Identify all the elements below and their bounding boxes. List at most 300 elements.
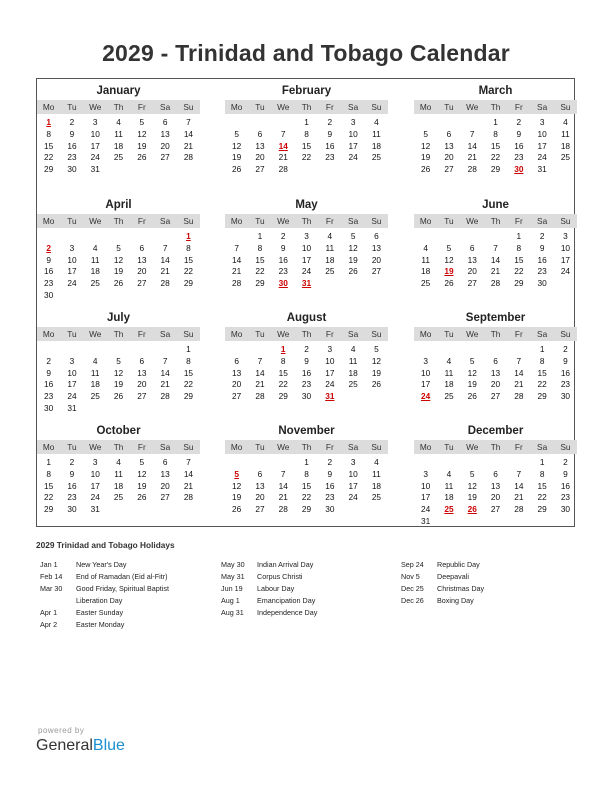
- holiday-name: Emancipation Day: [257, 596, 316, 605]
- weekday-label: We: [89, 329, 102, 339]
- day-cell: 9: [46, 367, 51, 378]
- day-cell: 29: [44, 164, 54, 175]
- empty-day-cell: [130, 504, 153, 516]
- day-cell: 6: [446, 128, 452, 139]
- day-cell: 23: [325, 152, 335, 163]
- day-cell: 5: [139, 457, 145, 467]
- day-cell: 16: [514, 140, 524, 151]
- day-cell: 30: [560, 391, 571, 402]
- day-cell: 30: [67, 164, 77, 175]
- day-cell: 8: [539, 355, 545, 366]
- day-cell: 21: [183, 140, 194, 151]
- day-cell: 20: [160, 480, 170, 491]
- empty-day-cell: [365, 164, 388, 176]
- day-cell: 27: [137, 391, 147, 402]
- day-cell: 11: [421, 254, 430, 265]
- day-cell: 14: [490, 254, 501, 265]
- weekday-label: Fr: [514, 102, 523, 112]
- empty-day-cell: [437, 344, 460, 356]
- day-cell: 26: [467, 391, 477, 402]
- holiday-day-cell: 26: [467, 504, 477, 515]
- day-cell: 7: [234, 242, 239, 253]
- empty-day-cell: [84, 290, 107, 302]
- weekday-label: We: [466, 329, 479, 339]
- day-cell: 24: [348, 492, 358, 503]
- week-row: [225, 379, 388, 391]
- day-cell: 18: [444, 492, 454, 503]
- holiday-day-cell: 30: [278, 278, 288, 289]
- month-name: December: [467, 425, 524, 437]
- day-cell: 25: [348, 379, 358, 390]
- day-cell: 5: [139, 117, 145, 127]
- week-row: [37, 141, 200, 153]
- day-cell: 17: [67, 266, 77, 277]
- empty-day-cell: [130, 344, 153, 356]
- week-row: [414, 356, 577, 368]
- week-row: [225, 469, 388, 481]
- day-cell: 5: [446, 242, 452, 253]
- week-row: [225, 164, 388, 176]
- day-cell: 12: [137, 128, 147, 139]
- day-cell: 4: [563, 117, 568, 127]
- weekday-label: We: [89, 442, 102, 452]
- holiday-name: Good Friday, Spiritual Baptist: [76, 584, 169, 593]
- day-cell: 24: [67, 391, 77, 402]
- empty-day-cell: [318, 164, 341, 176]
- holiday-name: Christmas Day: [437, 584, 485, 593]
- day-cell: 2: [327, 117, 333, 127]
- empty-day-cell: [461, 344, 484, 356]
- holiday-name: Easter Sunday: [76, 608, 124, 617]
- weekday-label: Th: [301, 442, 312, 452]
- month-june: [414, 197, 577, 290]
- day-cell: 23: [514, 152, 524, 163]
- week-row: [414, 516, 577, 528]
- holiday-date: Nov 5: [401, 572, 420, 581]
- day-cell: 24: [301, 266, 312, 277]
- holiday-date: Dec 25: [401, 584, 424, 593]
- day-cell: 16: [67, 140, 77, 151]
- day-cell: 30: [67, 504, 77, 515]
- month-march: [414, 83, 577, 176]
- weekday-label: Tu: [444, 329, 454, 339]
- logo-text-general: General: [36, 737, 93, 754]
- holiday-name: Deepavali: [437, 572, 469, 581]
- day-cell: 3: [423, 468, 428, 479]
- empty-day-cell: [437, 117, 460, 129]
- weekday-label: Fr: [137, 442, 146, 452]
- day-cell: 15: [537, 480, 547, 491]
- day-cell: 21: [183, 480, 194, 491]
- day-cell: 10: [537, 128, 547, 139]
- day-cell: 12: [467, 480, 477, 491]
- day-cell: 13: [490, 480, 501, 491]
- empty-day-cell: [107, 403, 130, 415]
- weekday-label: Tu: [444, 102, 454, 112]
- day-cell: 2: [304, 344, 309, 354]
- day-cell: 6: [162, 117, 168, 127]
- day-cell: 19: [467, 379, 477, 390]
- day-cell: 26: [232, 504, 242, 515]
- empty-day-cell: [37, 344, 60, 356]
- powered-by-label: powered by: [38, 726, 85, 735]
- empty-day-cell: [461, 231, 484, 243]
- day-cell: 21: [278, 492, 288, 503]
- week-row: [225, 492, 388, 504]
- weekday-label: Su: [183, 102, 194, 112]
- weekday-label: Su: [560, 329, 571, 339]
- day-cell: 10: [90, 468, 100, 479]
- holiday-list-item: [401, 571, 581, 583]
- day-cell: 19: [113, 266, 124, 277]
- day-cell: 2: [327, 457, 333, 467]
- holiday-list-item: [221, 559, 401, 571]
- day-cell: 4: [350, 344, 356, 354]
- day-cell: 13: [467, 254, 477, 265]
- weekday-label: Mo: [419, 329, 432, 339]
- weekday-header: [414, 214, 577, 228]
- day-cell: 2: [280, 231, 286, 241]
- day-cell: 1: [304, 117, 309, 127]
- day-cell: 28: [160, 391, 170, 402]
- day-cell: 25: [325, 266, 335, 277]
- weekday-label: Tu: [444, 442, 454, 452]
- day-cell: 11: [114, 128, 123, 139]
- day-cell: 24: [325, 379, 335, 390]
- weekday-label: Tu: [255, 329, 265, 339]
- day-cell: 19: [232, 492, 242, 503]
- day-cell: 4: [92, 242, 98, 253]
- weekday-label: Fr: [325, 216, 334, 226]
- day-cell: 16: [325, 480, 335, 491]
- day-cell: 25: [371, 152, 382, 163]
- day-cell: 3: [350, 117, 356, 127]
- day-cell: 22: [514, 266, 524, 277]
- day-cell: 29: [183, 278, 194, 289]
- weekday-label: We: [466, 442, 479, 452]
- week-row: [225, 391, 388, 403]
- day-cell: 18: [90, 266, 100, 277]
- day-cell: 14: [255, 367, 265, 378]
- empty-day-cell: [554, 164, 577, 176]
- month-february: [225, 83, 388, 176]
- empty-day-cell: [107, 344, 130, 356]
- holiday-date: Apr 2: [40, 620, 58, 629]
- day-cell: 14: [160, 254, 170, 265]
- holiday-date: Mar 30: [40, 584, 63, 593]
- calendar-grid: [36, 78, 575, 527]
- weekday-label: Su: [560, 216, 571, 226]
- day-cell: 20: [137, 379, 147, 390]
- holiday-name: New Year's Day: [76, 560, 127, 569]
- week-row: [37, 243, 200, 255]
- day-cell: 6: [469, 242, 475, 253]
- week-row: [225, 266, 388, 278]
- week-row: [225, 129, 388, 141]
- week-row: [225, 278, 388, 290]
- day-cell: 7: [162, 242, 168, 253]
- day-cell: 7: [469, 128, 475, 139]
- day-cell: 30: [560, 504, 571, 515]
- week-row: [225, 356, 388, 368]
- week-row: [37, 469, 200, 481]
- day-cell: 13: [137, 367, 147, 378]
- day-cell: 9: [327, 128, 333, 139]
- week-row: [225, 152, 388, 164]
- week-row: [414, 164, 577, 176]
- weekday-label: Su: [560, 102, 571, 112]
- day-cell: 7: [280, 468, 286, 479]
- day-cell: 6: [139, 242, 145, 253]
- day-cell: 26: [113, 278, 124, 289]
- day-cell: 19: [232, 152, 242, 163]
- day-cell: 27: [490, 504, 501, 515]
- weekday-label: Tu: [444, 216, 454, 226]
- day-cell: 7: [162, 355, 168, 366]
- day-cell: 14: [278, 480, 288, 491]
- week-row: [414, 278, 577, 290]
- day-cell: 7: [186, 117, 191, 127]
- day-cell: 8: [257, 242, 263, 253]
- day-cell: 23: [537, 266, 547, 277]
- empty-day-cell: [484, 344, 507, 356]
- day-cell: 30: [301, 391, 312, 402]
- empty-day-cell: [248, 344, 271, 356]
- weekday-label: Su: [183, 329, 194, 339]
- day-cell: 18: [325, 254, 335, 265]
- weekday-label: Th: [113, 329, 124, 339]
- day-cell: 21: [255, 379, 265, 390]
- day-cell: 16: [560, 480, 571, 491]
- empty-day-cell: [130, 164, 153, 176]
- holiday-list-item: [40, 595, 220, 607]
- empty-day-cell: [507, 457, 530, 469]
- day-cell: 4: [116, 117, 121, 127]
- day-cell: 29: [255, 278, 265, 289]
- week-row: [37, 344, 200, 356]
- day-cell: 24: [90, 492, 100, 503]
- day-cell: 13: [371, 242, 382, 253]
- day-cell: 8: [304, 468, 309, 479]
- day-cell: 3: [350, 457, 356, 467]
- day-cell: 23: [560, 379, 571, 390]
- holiday-day-cell: 14: [278, 140, 288, 151]
- day-cell: 22: [183, 266, 194, 277]
- day-cell: 13: [160, 468, 170, 479]
- day-cell: 24: [90, 152, 100, 163]
- weekday-label: Sa: [160, 102, 171, 112]
- empty-day-cell: [530, 516, 553, 528]
- holiday-date: Apr 1: [40, 608, 58, 617]
- day-cell: 28: [183, 152, 194, 163]
- weekday-label: Th: [113, 442, 124, 452]
- day-cell: 19: [137, 480, 147, 491]
- empty-day-cell: [107, 504, 130, 516]
- day-cell: 27: [467, 278, 477, 289]
- weekday-label: Mo: [419, 442, 432, 452]
- weekday-label: Mo: [230, 442, 243, 452]
- month-name: July: [106, 312, 130, 324]
- holiday-list-item: [401, 559, 581, 571]
- empty-day-cell: [84, 403, 107, 415]
- weekday-label: Fr: [325, 442, 334, 452]
- day-cell: 17: [348, 140, 358, 151]
- holiday-list-item: [221, 595, 401, 607]
- day-cell: 29: [514, 278, 524, 289]
- day-cell: 14: [514, 367, 524, 378]
- day-cell: 17: [560, 254, 571, 265]
- day-cell: 15: [490, 140, 501, 151]
- day-cell: 19: [137, 140, 147, 151]
- day-cell: 29: [183, 391, 194, 402]
- weekday-label: Fr: [137, 329, 146, 339]
- week-row: [414, 368, 577, 380]
- day-cell: 8: [280, 355, 286, 366]
- day-cell: 2: [69, 457, 75, 467]
- week-row: [37, 152, 200, 164]
- day-cell: 14: [232, 254, 242, 265]
- day-cell: 10: [67, 367, 77, 378]
- week-row: [37, 391, 200, 403]
- day-cell: 15: [44, 140, 54, 151]
- day-cell: 6: [162, 457, 168, 467]
- weekday-label: Th: [113, 102, 124, 112]
- weekday-header: [37, 100, 200, 114]
- empty-day-cell: [225, 231, 248, 243]
- weekday-label: Sa: [160, 442, 171, 452]
- holiday-date: Feb 14: [40, 572, 63, 581]
- holiday-name: Corpus Christi: [257, 572, 303, 581]
- day-cell: 15: [44, 480, 54, 491]
- weekday-label: Mo: [230, 102, 243, 112]
- week-row: [37, 164, 200, 176]
- empty-day-cell: [507, 344, 530, 356]
- day-cell: 5: [350, 231, 356, 241]
- empty-day-cell: [84, 231, 107, 243]
- weekday-label: Mo: [42, 329, 55, 339]
- holiday-date: May 31: [221, 572, 245, 581]
- holiday-list-item: [221, 583, 401, 595]
- day-cell: 9: [563, 468, 568, 479]
- month-name: April: [105, 199, 132, 211]
- holiday-list-item: [221, 571, 401, 583]
- week-row: [414, 504, 577, 516]
- day-cell: 15: [183, 367, 194, 378]
- day-cell: 21: [490, 266, 501, 277]
- day-cell: 21: [160, 266, 170, 277]
- day-cell: 11: [372, 128, 381, 139]
- day-cell: 1: [539, 344, 545, 354]
- weekday-header: [225, 214, 388, 228]
- empty-day-cell: [153, 164, 176, 176]
- day-cell: 29: [490, 164, 501, 175]
- weekday-header: [37, 327, 200, 341]
- day-cell: 7: [186, 457, 191, 467]
- day-cell: 21: [467, 152, 477, 163]
- weekday-label: We: [277, 216, 290, 226]
- day-cell: 14: [183, 468, 194, 479]
- month-november: [225, 423, 388, 516]
- weekday-label: Fr: [514, 329, 523, 339]
- day-cell: 6: [139, 355, 145, 366]
- day-cell: 21: [514, 379, 524, 390]
- day-cell: 8: [186, 242, 191, 253]
- week-row: [414, 344, 577, 356]
- day-cell: 8: [516, 242, 522, 253]
- weekday-label: Mo: [42, 102, 55, 112]
- holiday-date: Jan 1: [40, 560, 58, 569]
- weekday-label: Fr: [325, 102, 334, 112]
- day-cell: 11: [348, 355, 358, 366]
- page-title: 2029 - Trinidad and Tobago Calendar: [102, 40, 510, 66]
- empty-day-cell: [177, 164, 200, 176]
- day-cell: 21: [514, 492, 524, 503]
- day-cell: 12: [137, 468, 147, 479]
- day-cell: 9: [539, 242, 545, 253]
- day-cell: 28: [514, 391, 524, 402]
- holiday-date: Sep 24: [401, 560, 424, 569]
- holiday-name: Labour Day: [257, 584, 295, 593]
- day-cell: 4: [116, 457, 121, 467]
- day-cell: 3: [563, 231, 568, 241]
- day-cell: 9: [516, 128, 522, 139]
- weekday-label: Sa: [348, 102, 359, 112]
- day-cell: 4: [446, 355, 452, 366]
- day-cell: 13: [160, 128, 170, 139]
- empty-day-cell: [177, 290, 200, 302]
- day-cell: 3: [327, 344, 333, 354]
- holiday-date: May 30: [221, 560, 245, 569]
- empty-day-cell: [177, 504, 200, 516]
- weekday-label: Tu: [67, 442, 77, 452]
- week-row: [225, 504, 388, 516]
- month-name: June: [482, 199, 509, 211]
- weekday-label: Su: [560, 442, 571, 452]
- weekday-label: Th: [301, 329, 312, 339]
- day-cell: 7: [516, 355, 522, 366]
- holiday-day-cell: 1: [186, 231, 191, 241]
- empty-day-cell: [107, 231, 130, 243]
- empty-day-cell: [341, 164, 364, 176]
- day-cell: 24: [67, 278, 77, 289]
- week-row: [414, 266, 577, 278]
- day-cell: 20: [160, 140, 170, 151]
- day-cell: 16: [44, 379, 54, 390]
- day-cell: 6: [493, 468, 498, 479]
- weekday-header: [225, 100, 388, 114]
- weekday-label: Fr: [514, 442, 523, 452]
- weekday-label: Mo: [419, 216, 432, 226]
- day-cell: 3: [304, 231, 309, 241]
- day-cell: 18: [371, 140, 382, 151]
- day-cell: 6: [257, 468, 263, 479]
- empty-day-cell: [484, 231, 507, 243]
- day-cell: 29: [537, 391, 547, 402]
- day-cell: 15: [301, 140, 312, 151]
- day-cell: 9: [69, 128, 75, 139]
- day-cell: 27: [444, 164, 454, 175]
- empty-day-cell: [414, 344, 437, 356]
- day-cell: 18: [560, 140, 571, 151]
- day-cell: 29: [301, 504, 312, 515]
- empty-day-cell: [437, 457, 460, 469]
- day-cell: 7: [280, 128, 286, 139]
- day-cell: 20: [232, 379, 242, 390]
- week-row: [414, 129, 577, 141]
- day-cell: 15: [514, 254, 524, 265]
- day-cell: 22: [301, 492, 312, 503]
- month-october: [37, 423, 200, 516]
